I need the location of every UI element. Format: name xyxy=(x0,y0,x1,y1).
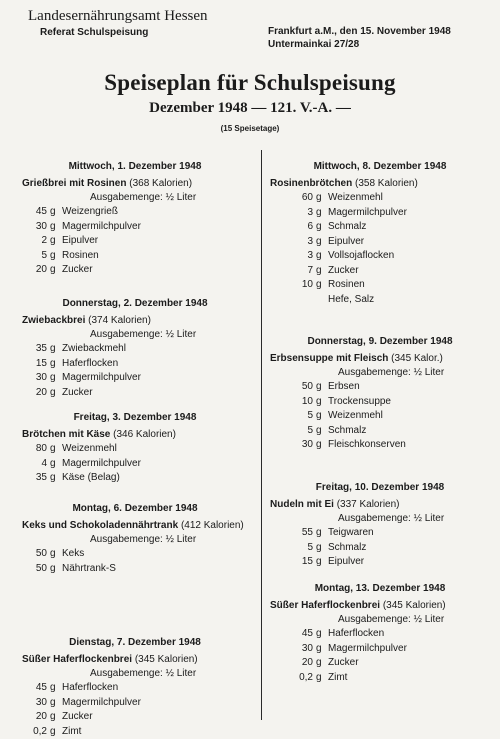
ingredient-amount: 15 xyxy=(270,555,316,570)
ingredient-name: Rosinen xyxy=(328,278,490,293)
day-date: Dienstag, 7. Dezember 1948 xyxy=(22,636,248,650)
ingredient-unit: g xyxy=(50,547,62,562)
ingredient-amount: 10 xyxy=(270,395,316,410)
dish-name xyxy=(22,314,248,328)
ingredient-unit: g xyxy=(50,234,62,249)
menu-day xyxy=(270,335,490,453)
portion-size: Ausgabemenge: ½ Liter xyxy=(22,533,248,547)
ingredient-amount: 5 xyxy=(22,249,50,264)
ingredient-row xyxy=(270,438,490,453)
ingredient-row xyxy=(22,725,248,739)
ingredient-name: Eipulver xyxy=(328,555,490,570)
ingredient-amount: 35 xyxy=(22,471,50,486)
ingredient-unit: g xyxy=(50,205,62,220)
ingredient-name: Fleischkonserven xyxy=(328,438,490,453)
ingredient-amount: 5 xyxy=(270,541,316,556)
ingredient-amount: 5 xyxy=(270,409,316,424)
ingredient-amount: 30 xyxy=(270,438,316,453)
ingredient-amount: 0,2 xyxy=(270,671,316,686)
ingredient-amount: 45 xyxy=(22,681,50,696)
ingredient-row xyxy=(270,235,490,250)
ingredient-row xyxy=(270,642,490,657)
ingredient-name: Zucker xyxy=(328,656,490,671)
ingredient-unit: g xyxy=(316,409,328,424)
ingredient-name: Nährtrank-S xyxy=(62,562,248,577)
ingredient-row xyxy=(270,278,490,293)
menu-day xyxy=(22,502,248,576)
ingredient-name: Schmalz xyxy=(328,424,490,439)
ingredient-row xyxy=(270,656,490,671)
ingredient-row xyxy=(270,249,490,264)
ingredient-unit: g xyxy=(50,371,62,386)
ingredient-row xyxy=(22,386,248,401)
day-date: Donnerstag, 2. Dezember 1948 xyxy=(22,297,248,311)
ingredient-amount: 80 xyxy=(22,442,50,457)
ingredient-unit: g xyxy=(316,235,328,250)
ingredient-unit: g xyxy=(50,562,62,577)
ingredient-name: Magermilchpulver xyxy=(328,642,490,657)
ingredient-unit: g xyxy=(50,457,62,472)
day-date: Donnerstag, 9. Dezember 1948 xyxy=(270,335,490,349)
ingredient-row xyxy=(270,671,490,686)
place-and-date: Frankfurt a.M., den 15. November 1948 xyxy=(268,26,451,37)
ingredient-amount: 0,2 xyxy=(22,725,50,739)
ingredient-name: Zimt xyxy=(62,725,248,739)
menu-day xyxy=(270,160,490,307)
ingredient-amount: 20 xyxy=(22,710,50,725)
day-date: Montag, 13. Dezember 1948 xyxy=(270,582,490,596)
ingredient-name: Weizenmehl xyxy=(328,191,490,206)
ingredient-unit: g xyxy=(50,442,62,457)
day-date: Mittwoch, 1. Dezember 1948 xyxy=(22,160,248,174)
ingredient-name: Weizenmehl xyxy=(328,409,490,424)
ingredient-row xyxy=(270,220,490,235)
ingredient-name: Zimt xyxy=(328,671,490,686)
ingredient-row xyxy=(270,293,490,308)
ingredient-amount: 45 xyxy=(270,627,316,642)
column-divider xyxy=(261,150,262,720)
menu-day xyxy=(270,582,490,685)
ingredient-row xyxy=(22,220,248,235)
ingredient-name: Eipulver xyxy=(328,235,490,250)
dish-calories: (368 Kalorien) xyxy=(129,178,192,189)
dish-title: Brötchen mit Käse xyxy=(22,429,110,440)
ingredient-unit: g xyxy=(50,471,62,486)
ingredient-unit: g xyxy=(50,342,62,357)
dish-title: Grießbrei mit Rosinen xyxy=(22,178,126,189)
document-title: Speiseplan für Schulspeisung xyxy=(0,70,500,96)
ingredient-name: Haferflocken xyxy=(62,357,248,372)
ingredient-amount: 50 xyxy=(22,562,50,577)
ingredient-amount: 30 xyxy=(270,642,316,657)
document-subtitle: Dezember 1948 — 121. V.-A. — xyxy=(0,100,500,117)
dish-calories: (337 Kalorien) xyxy=(337,499,400,510)
ingredient-amount: 20 xyxy=(270,656,316,671)
ingredient-row xyxy=(22,681,248,696)
ingredient-row xyxy=(22,457,248,472)
dish-calories: (345 Kalor.) xyxy=(391,353,443,364)
ingredient-amount: 15 xyxy=(22,357,50,372)
ingredient-name: Weizengrieß xyxy=(62,205,248,220)
ingredient-name: Haferflocken xyxy=(328,627,490,642)
menu-day xyxy=(22,297,248,400)
ingredient-row xyxy=(270,526,490,541)
ingredient-unit: g xyxy=(316,206,328,221)
day-date: Freitag, 3. Dezember 1948 xyxy=(22,411,248,425)
ingredient-name: Magermilchpulver xyxy=(62,457,248,472)
portion-size: Ausgabemenge: ½ Liter xyxy=(22,328,248,342)
ingredient-row xyxy=(22,371,248,386)
dish-calories: (358 Kalorien) xyxy=(355,178,418,189)
ingredient-row xyxy=(270,541,490,556)
dish-calories: (374 Kalorien) xyxy=(88,315,151,326)
ingredient-unit: g xyxy=(50,386,62,401)
ingredient-row xyxy=(22,547,248,562)
ingredient-unit: g xyxy=(50,725,62,739)
ingredient-row xyxy=(22,234,248,249)
ingredient-amount: 60 xyxy=(270,191,316,206)
ingredient-amount: 50 xyxy=(22,547,50,562)
issuing-office: Landesernährungsamt Hessen xyxy=(28,8,208,25)
ingredient-amount: 4 xyxy=(22,457,50,472)
ingredient-amount: 45 xyxy=(22,205,50,220)
portion-size: Ausgabemenge: ½ Liter xyxy=(22,667,248,681)
ingredient-name: Schmalz xyxy=(328,541,490,556)
ingredient-name: Magermilchpulver xyxy=(328,206,490,221)
ingredient-unit: g xyxy=(50,357,62,372)
ingredient-name: Hefe, Salz xyxy=(328,293,490,308)
ingredient-unit: g xyxy=(316,424,328,439)
dish-calories: (346 Kalorien) xyxy=(113,429,176,440)
ingredient-unit: g xyxy=(50,249,62,264)
serving-days-note: (15 Speisetage) xyxy=(0,124,500,133)
ingredient-name: Zucker xyxy=(328,264,490,279)
ingredient-row xyxy=(270,409,490,424)
ingredient-row xyxy=(270,627,490,642)
ingredient-unit: g xyxy=(316,249,328,264)
ingredient-name: Teigwaren xyxy=(328,526,490,541)
dish-title: Süßer Haferflockenbrei xyxy=(22,654,132,665)
ingredient-amount: 2 xyxy=(22,234,50,249)
dish-name xyxy=(270,177,490,191)
ingredient-row xyxy=(270,395,490,410)
ingredient-row xyxy=(22,357,248,372)
dish-title: Süßer Haferflockenbrei xyxy=(270,600,380,611)
ingredient-name: Magermilchpulver xyxy=(62,371,248,386)
menu-day xyxy=(22,160,248,296)
ingredient-row xyxy=(270,206,490,221)
ingredient-unit: g xyxy=(50,696,62,711)
ingredient-unit: g xyxy=(316,395,328,410)
ingredient-row xyxy=(22,696,248,711)
ingredient-name: Keks xyxy=(62,547,248,562)
ingredient-row xyxy=(270,555,490,570)
ingredient-name: Zucker xyxy=(62,710,248,725)
ingredient-unit: g xyxy=(50,681,62,696)
ingredient-amount: 3 xyxy=(270,249,316,264)
dish-name xyxy=(270,498,490,512)
ingredient-name: Weizenmehl xyxy=(62,442,248,457)
day-date: Montag, 6. Dezember 1948 xyxy=(22,502,248,516)
ingredient-name: Zucker xyxy=(62,263,248,278)
ingredient-amount: 10 xyxy=(270,278,316,293)
ingredient-unit: g xyxy=(50,263,62,278)
ingredient-unit: g xyxy=(316,526,328,541)
ingredient-name: Rosinen xyxy=(62,249,248,264)
ingredient-name: Haferflocken xyxy=(62,681,248,696)
ingredient-row xyxy=(22,205,248,220)
menu-day xyxy=(270,481,490,570)
ingredient-name: Schmalz xyxy=(328,220,490,235)
dish-calories: (412 Kalorien) xyxy=(181,520,244,531)
ingredient-row xyxy=(22,710,248,725)
ingredient-unit: g xyxy=(316,642,328,657)
day-date: Mittwoch, 8. Dezember 1948 xyxy=(270,160,490,174)
ingredient-name: Käse (Belag) xyxy=(62,471,248,486)
ingredient-amount: 20 xyxy=(22,263,50,278)
ingredient-amount: 3 xyxy=(270,235,316,250)
ingredient-unit: g xyxy=(316,264,328,279)
ingredient-amount: 35 xyxy=(22,342,50,357)
ingredient-row xyxy=(270,264,490,279)
ingredient-unit: g xyxy=(50,710,62,725)
ingredient-row xyxy=(22,562,248,577)
ingredient-row xyxy=(270,191,490,206)
ingredient-unit: g xyxy=(316,627,328,642)
ingredient-amount: 55 xyxy=(270,526,316,541)
ingredient-unit: g xyxy=(316,278,328,293)
ingredient-name: Zwiebackmehl xyxy=(62,342,248,357)
ingredient-name: Magermilchpulver xyxy=(62,220,248,235)
menu-day xyxy=(22,411,248,486)
ingredient-amount: 3 xyxy=(270,206,316,221)
dish-name xyxy=(22,428,248,442)
issuing-department: Referat Schulspeisung xyxy=(40,27,148,38)
dish-title: Erbsensuppe mit Fleisch xyxy=(270,353,388,364)
office-address: Untermainkai 27/28 xyxy=(268,39,359,50)
ingredient-unit: g xyxy=(316,656,328,671)
ingredient-row xyxy=(22,263,248,278)
ingredient-unit: g xyxy=(316,438,328,453)
ingredient-amount: 5 xyxy=(270,424,316,439)
ingredient-amount: 20 xyxy=(22,386,50,401)
ingredient-unit: g xyxy=(316,671,328,686)
ingredient-row xyxy=(22,249,248,264)
ingredient-amount: 30 xyxy=(22,220,50,235)
ingredient-amount: 30 xyxy=(22,371,50,386)
ingredient-row xyxy=(22,442,248,457)
ingredient-unit: g xyxy=(50,220,62,235)
portion-size: Ausgabemenge: ½ Liter xyxy=(270,512,490,526)
ingredient-name: Zucker xyxy=(62,386,248,401)
ingredient-unit: g xyxy=(316,541,328,556)
ingredient-amount: 7 xyxy=(270,264,316,279)
ingredient-name: Trockensuppe xyxy=(328,395,490,410)
dish-name xyxy=(22,519,248,533)
portion-size: Ausgabemenge: ½ Liter xyxy=(22,191,248,205)
ingredient-row xyxy=(22,471,248,486)
ingredient-amount: 30 xyxy=(22,696,50,711)
document-header xyxy=(0,0,500,150)
dish-title: Rosinenbrötchen xyxy=(270,178,352,189)
ingredient-name: Magermilchpulver xyxy=(62,696,248,711)
ingredient-row xyxy=(270,380,490,395)
menu-day xyxy=(22,636,248,739)
ingredient-amount: 50 xyxy=(270,380,316,395)
ingredient-unit: g xyxy=(316,555,328,570)
dish-name xyxy=(22,653,248,667)
dish-title: Zwiebackbrei xyxy=(22,315,85,326)
ingredient-amount: 6 xyxy=(270,220,316,235)
dish-name xyxy=(270,599,490,613)
dish-calories: (345 Kalorien) xyxy=(383,600,446,611)
ingredient-name: Erbsen xyxy=(328,380,490,395)
dish-title: Keks und Schokoladennährtrank xyxy=(22,520,178,531)
ingredient-unit: g xyxy=(316,380,328,395)
day-date: Freitag, 10. Dezember 1948 xyxy=(270,481,490,495)
dish-title: Nudeln mit Ei xyxy=(270,499,334,510)
ingredient-row xyxy=(270,424,490,439)
portion-size: Ausgabemenge: ½ Liter xyxy=(270,613,490,627)
ingredient-unit: g xyxy=(316,191,328,206)
portion-size: Ausgabemenge: ½ Liter xyxy=(270,366,490,380)
dish-name xyxy=(22,177,248,191)
dish-calories: (345 Kalorien) xyxy=(135,654,198,665)
ingredient-name: Vollsojaflocken xyxy=(328,249,490,264)
ingredient-row xyxy=(22,342,248,357)
ingredient-unit: g xyxy=(316,220,328,235)
dish-name xyxy=(270,352,490,366)
ingredient-name: Eipulver xyxy=(62,234,248,249)
